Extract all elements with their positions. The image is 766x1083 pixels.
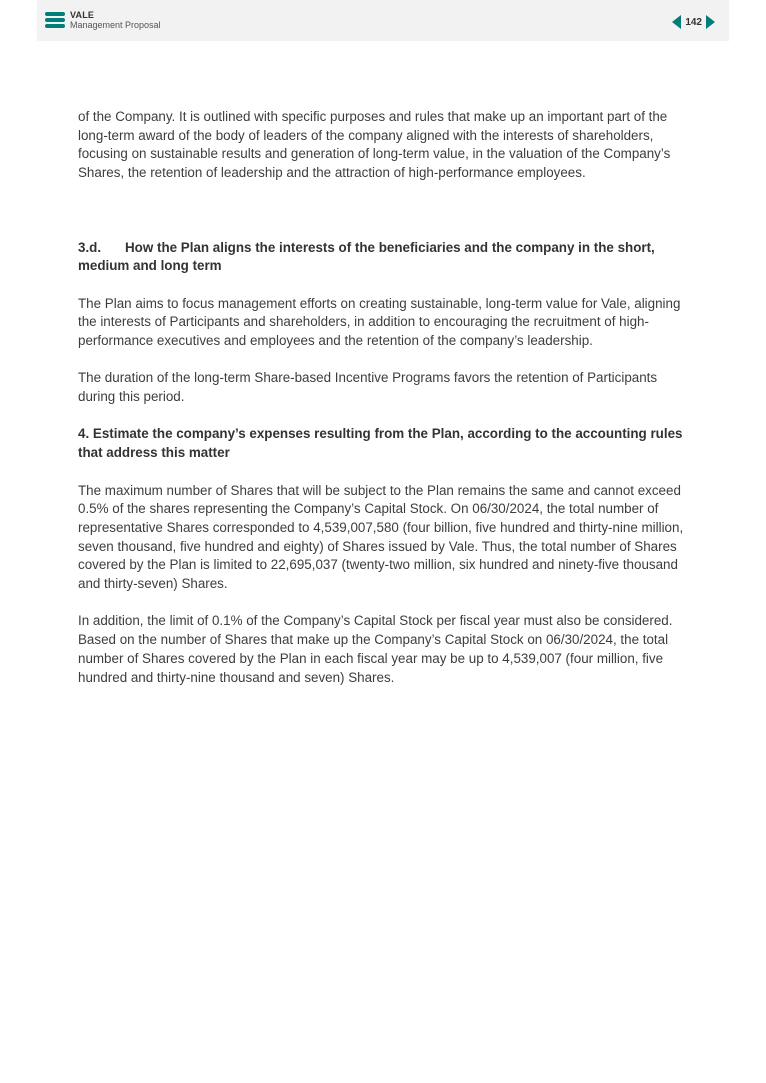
section-4-paragraph-1: The maximum number of Shares that will be subject to the Plan remains the same and cannot exceed 0.5% of the shares representing the Company’s Capital Stock. On 06/30/2024, the total number of representative Shares corresponded to 4,539,007,580 (four billion, five hundred and thirty-nine million, seven thousand, five hundred and eighty) of Shares issued by Vale. Thus, the total number of Shares covered by the Plan is limited to 22,695,037 (twenty-two million, six hundred and ninety-five thousand and thirty-seven) Shares.	[78, 482, 684, 592]
spacer	[78, 202, 692, 239]
page-number: 142	[685, 16, 702, 28]
page-header	[37, 0, 729, 41]
page-navigation	[672, 14, 715, 30]
menu-icon[interactable]	[45, 12, 65, 28]
intro-paragraph: of the Company. It is outlined with specific purposes and rules that make up an important part of the long-term award of the body of leaders of the company aligned with the interests of shareholders, focusing on sustainable results and generation of long-term value, in the valuation of the Company’s Shares, the retention of leadership and the attraction of high-performance employees.	[78, 109, 671, 181]
section-3d-number: 3.d.	[78, 239, 102, 255]
section-4-paragraph-2: In addition, the limit of 0.1% of the Company’s Capital Stock per fiscal year must also be considered. Based on the number of Shares that make up the Company’s Capital Stock on 06/30/2024, the total number of Shares covered by the Plan in each fiscal year may be up to 4,539,007 (four million, five hundred and thirty-nine thousand and seven) Shares.	[78, 613, 673, 685]
section-3d-title: How the Plan aligns the interests of the beneficiaries and the company in the short, medium and long term	[78, 239, 655, 274]
section-3d-paragraph-2: The duration of the long-term Share-based Incentive Programs favors the retention of Participants during this period.	[78, 370, 658, 405]
section-3d-paragraph-1: The Plan aims to focus management efforts on creating sustainable, long-term value for Vale, aligning the interests of Participants and shareholders, in addition to encouraging the recruitment of high-performance executives and employees and the retention of the company’s leadership.	[78, 295, 681, 348]
brand-name: VALE	[70, 10, 95, 20]
brand	[70, 11, 161, 30]
section-3d-heading	[78, 239, 692, 276]
next-page-icon[interactable]	[706, 15, 715, 29]
brand-subtitle: Management Proposal	[70, 20, 161, 30]
previous-page-icon[interactable]	[672, 15, 681, 29]
section-4-heading: 4. Estimate the company’s expenses resulting from the Plan, according to the accounting rules that address this matter	[78, 426, 683, 461]
document-body	[78, 108, 692, 706]
